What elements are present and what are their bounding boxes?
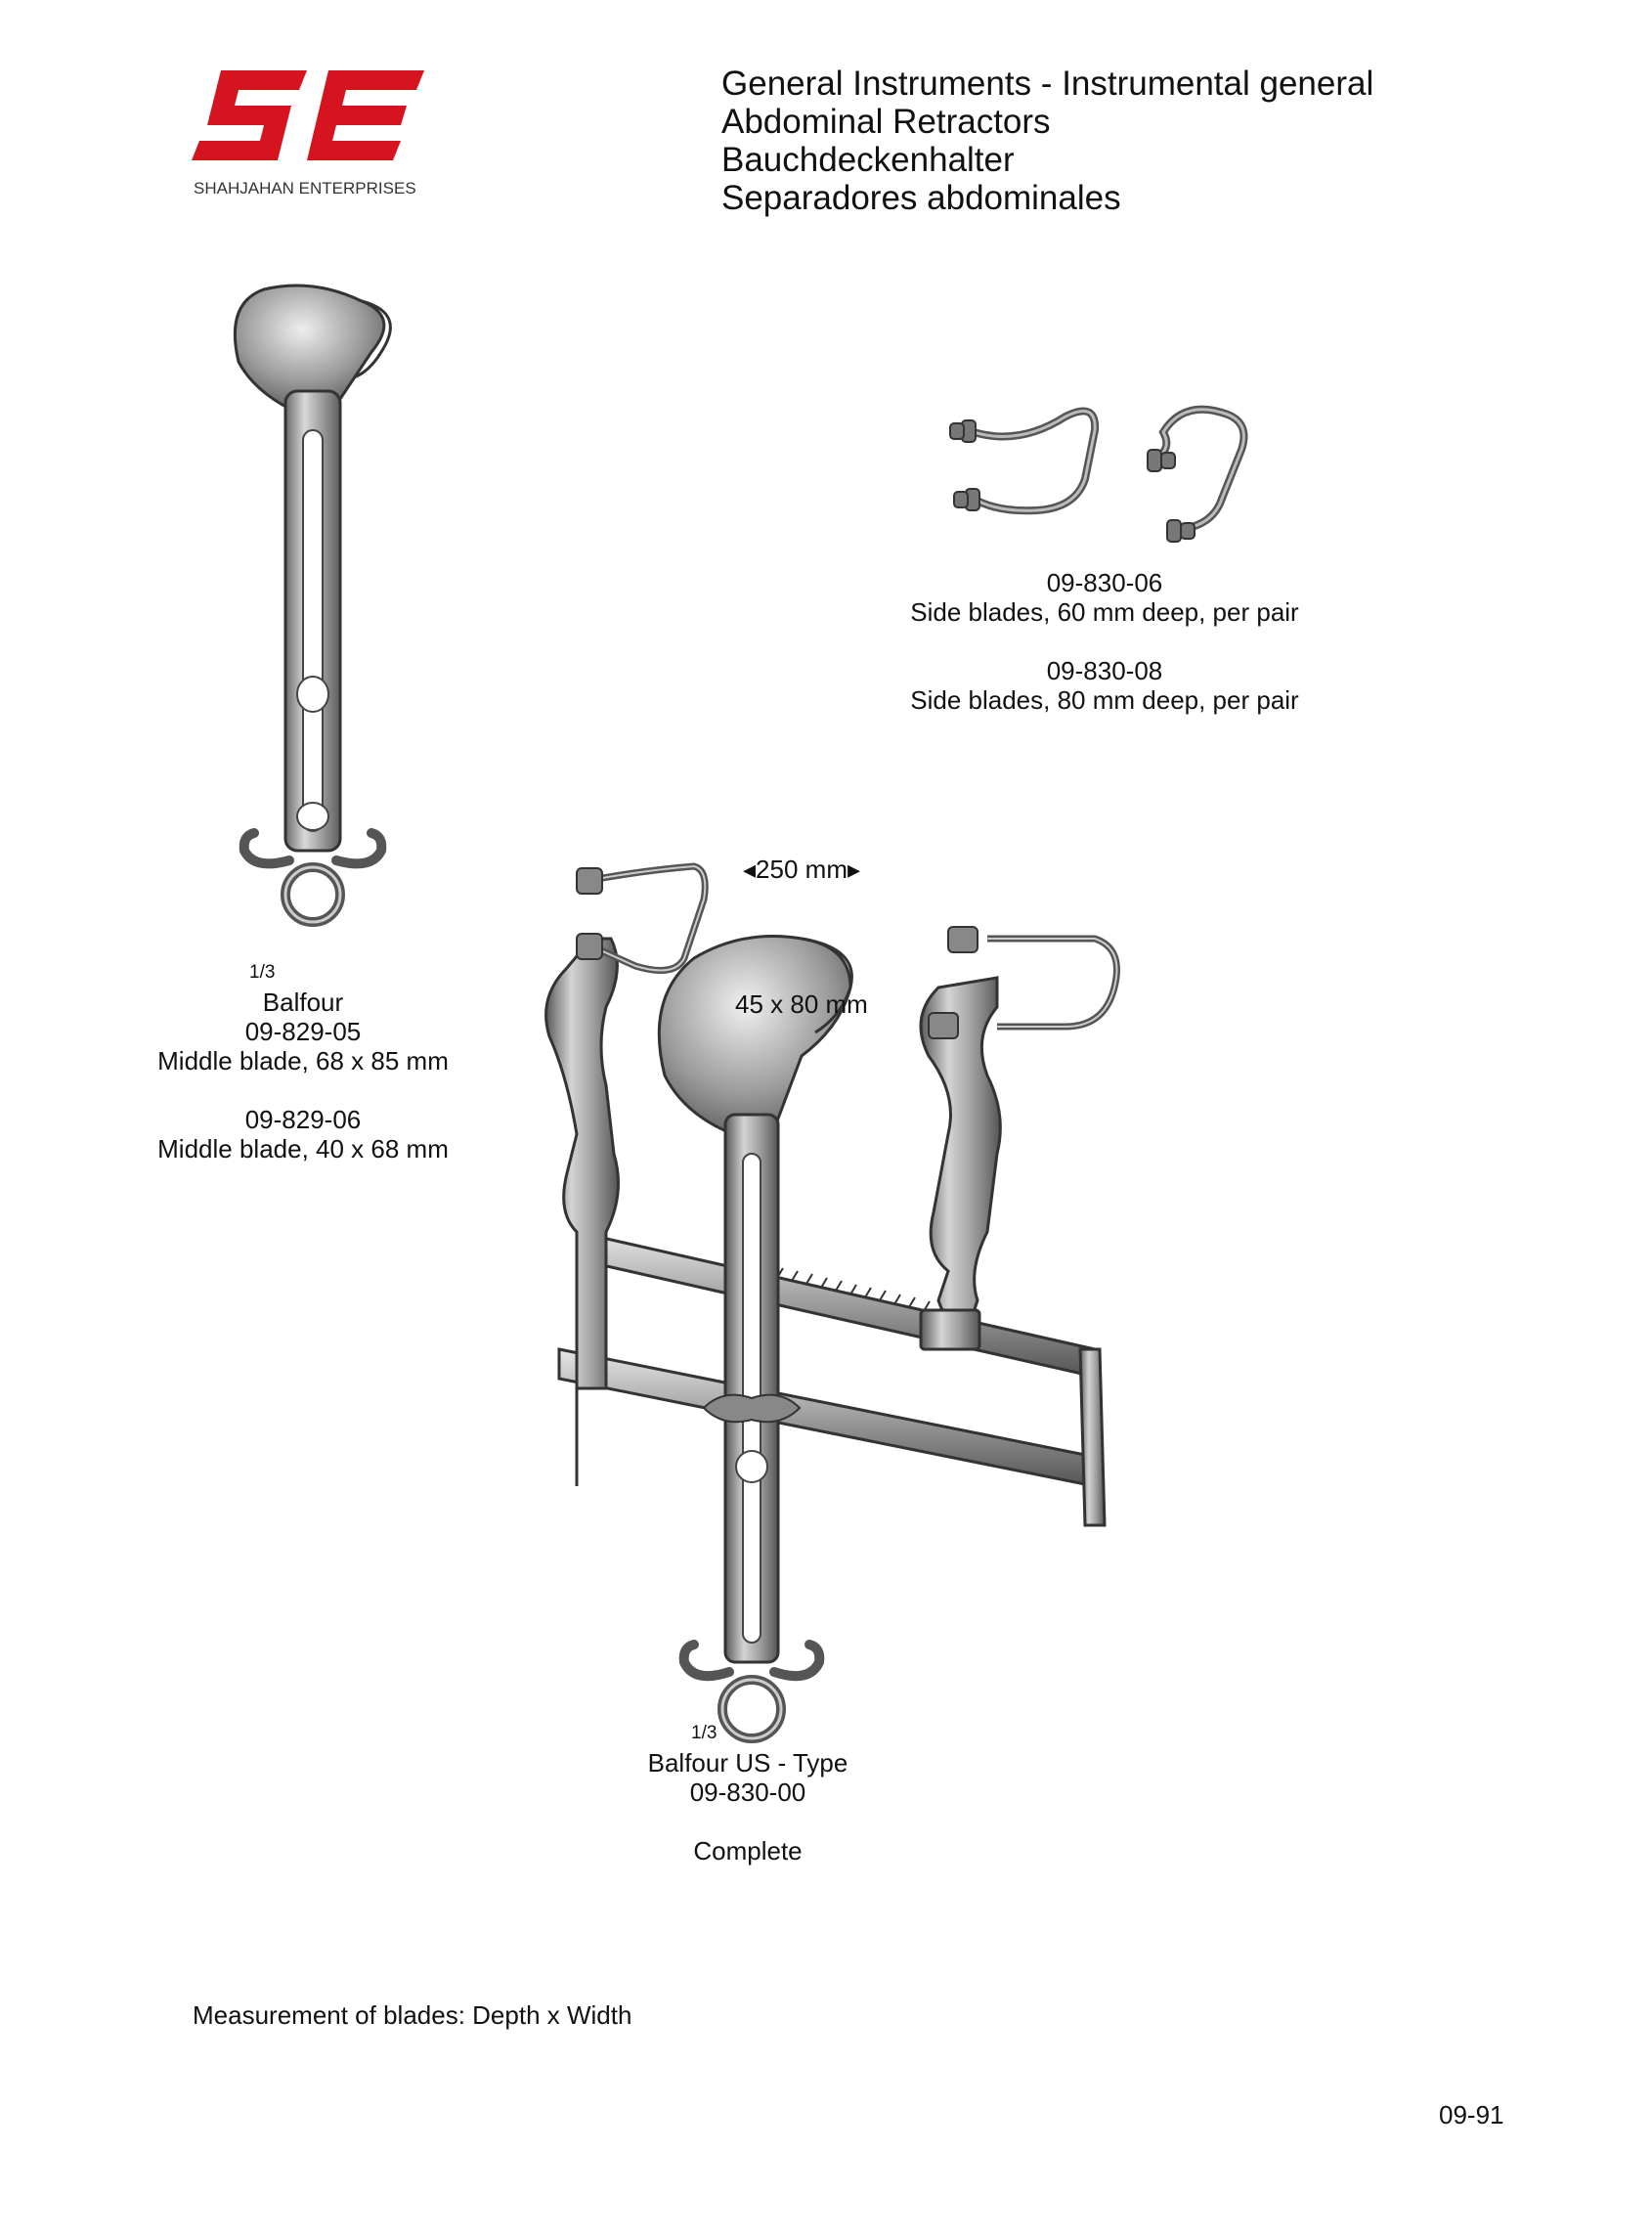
us-type-caption <box>552 1748 943 1866</box>
side-blade-2-desc: Side blades, 80 mm deep, per pair <box>910 685 1299 715</box>
side-blade-1-code: 09-830-06 <box>1046 568 1163 597</box>
page-number: 09-91 <box>1439 2100 1504 2129</box>
balfour-name: Balfour <box>262 988 344 1017</box>
logo-mark <box>192 70 426 178</box>
balfour-item-1-code: 09-829-05 <box>244 1017 362 1046</box>
balfour-middle-blade-illustration <box>225 284 411 968</box>
side-blades-caption <box>860 568 1349 715</box>
us-type-name: Balfour US - Type <box>647 1748 848 1778</box>
page-header <box>721 65 1373 217</box>
balfour-item-1-desc: Middle blade, 68 x 85 mm <box>157 1046 449 1076</box>
header-line-3: Bauchdeckenhalter <box>721 141 1015 179</box>
span-dimension-label: ◂250 mm▸ <box>743 855 861 884</box>
us-type-note: Complete <box>693 1836 803 1866</box>
brand-logo <box>192 70 426 198</box>
us-type-scale: 1/3 <box>691 1723 717 1743</box>
us-type-code: 09-830-00 <box>689 1778 806 1807</box>
header-line-2: Abdominal Retractors <box>721 103 1051 141</box>
logo-company-name: SHAHJAHAN ENTERPRISES <box>194 179 416 198</box>
header-line-1: General Instruments - Instrumental general <box>721 65 1374 103</box>
side-blade-2-code: 09-830-08 <box>1046 656 1163 685</box>
header-line-4: Separadores abdominales <box>721 179 1121 217</box>
balfour-item-2-code: 09-829-06 <box>244 1105 362 1134</box>
side-blades-illustration <box>938 401 1261 557</box>
measurement-note: Measurement of blades: Depth x Width <box>193 2000 632 2030</box>
balfour-us-type-illustration <box>538 841 1124 1770</box>
blade-dimension-label: 45 x 80 mm <box>735 989 868 1019</box>
side-blade-1-desc: Side blades, 60 mm deep, per pair <box>910 597 1299 627</box>
balfour-caption <box>108 988 499 1163</box>
balfour-scale: 1/3 <box>249 962 276 983</box>
balfour-item-2-desc: Middle blade, 40 x 68 mm <box>157 1134 449 1163</box>
